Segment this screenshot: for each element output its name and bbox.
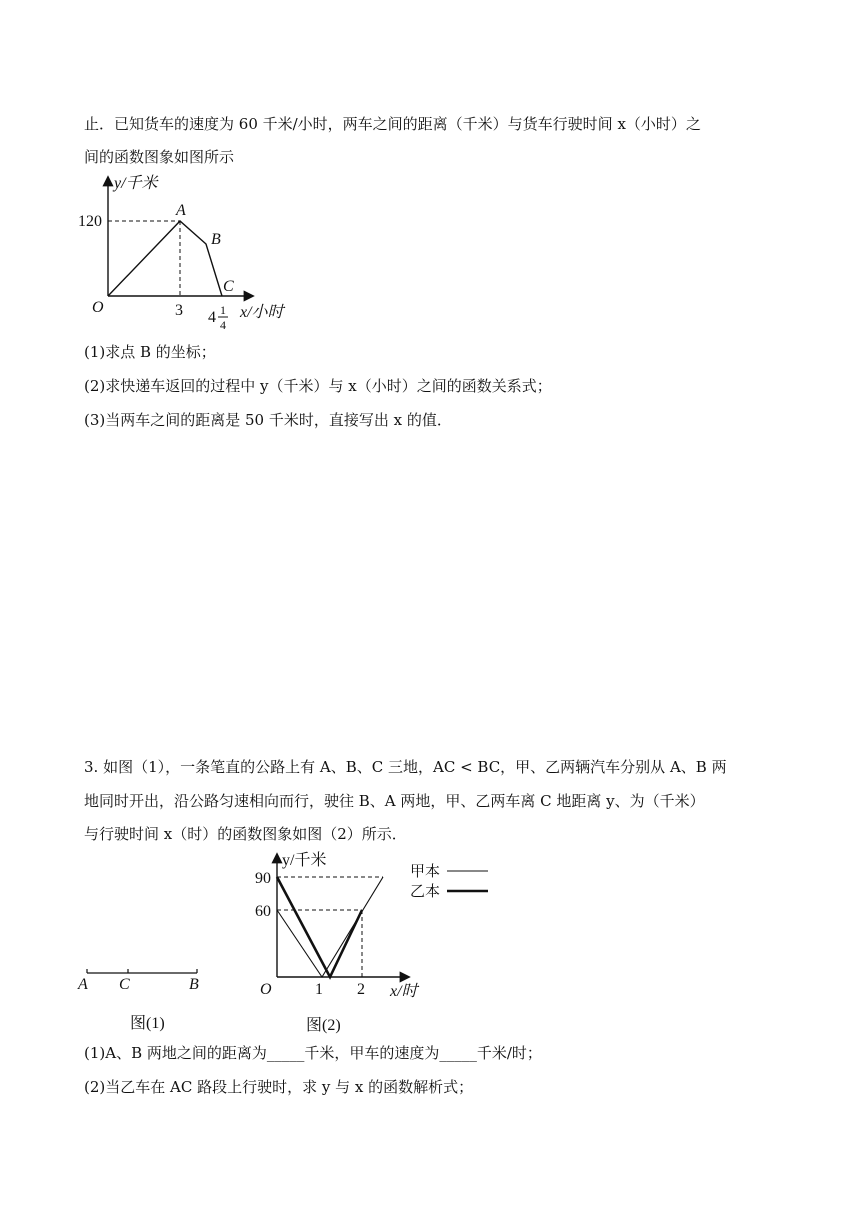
point-c-label: C: [223, 278, 234, 295]
problem2-question-3: (3)当两车之间的距离是 50 千米时，直接写出 x 的值．: [84, 411, 452, 429]
problem2-question-1: (1)求点 B 的坐标；: [84, 343, 216, 361]
road-figure: [70, 960, 220, 1040]
road-label-b: B: [189, 976, 199, 993]
road-label-a: A: [78, 976, 88, 993]
x-tick-numerator: 1: [220, 303, 226, 317]
legend-yi-label: 乙本: [410, 884, 441, 900]
problem3-question-1: (1)A、B 两地之间的距离为_____千米，甲车的速度为_____千米/时；: [84, 1044, 542, 1062]
x-tick-2: 2: [357, 981, 365, 998]
series-yi-line: [277, 877, 362, 977]
y-axis-label: y/千米: [282, 852, 327, 869]
x-axis-label: x/时: [390, 983, 418, 1000]
problem2-intro-line2: 间的函数图象如图所示: [84, 148, 235, 166]
origin-label: O: [92, 299, 104, 316]
distance-time-graph: [250, 850, 500, 1040]
problem2-question-2: (2)求快递车返回的过程中 y（千米）与 x（小时）之间的函数关系式；: [84, 377, 552, 395]
problem3-line1: 3. 如图（1），一条笔直的公路上有 A、B、C 三地，AC < BC，甲、乙两辆汽车分别从 A、B 两: [84, 758, 727, 776]
y-tick-60: 60: [255, 903, 271, 920]
problem3-line3: 与行驶时间 x（时）的函数图象如图（2）所示．: [84, 825, 407, 843]
problem3-question-2: (2)当乙车在 AC 路段上行驶时，求 y 与 x 的函数解析式；: [84, 1078, 474, 1096]
y-tick-120: 120: [78, 213, 102, 230]
point-b-label: B: [211, 231, 221, 248]
x-tick-denominator: 4: [220, 318, 226, 332]
problem2-graph: [70, 170, 310, 340]
x-axis-label: x/小时: [240, 304, 284, 321]
legend-jia-label: 甲本: [410, 864, 441, 880]
figure1-caption: 图(1): [130, 1015, 165, 1032]
problem2-intro-line1: 止．已知货车的速度为 60 千米/小时，两车之间的距离（千米）与货车行驶时间 x（小时）之: [84, 115, 701, 133]
x-tick-3: 3: [175, 302, 183, 319]
series-jia-line: [277, 877, 383, 977]
problem3-line2: 地同时开出，沿公路匀速相向而行，驶往 B、A 两地，甲、乙两车离 C 地距离 y、为（千米）: [84, 792, 705, 810]
distance-graph-line: [108, 221, 222, 296]
x-tick-1: 1: [315, 981, 323, 998]
road-label-c: C: [119, 976, 130, 993]
y-tick-90: 90: [255, 870, 271, 887]
origin-label: O: [260, 981, 272, 998]
point-a-label: A: [176, 202, 186, 219]
y-axis-label: y/千米: [114, 175, 158, 192]
figure2-caption: 图(2): [306, 1017, 341, 1034]
x-tick-whole: 4: [208, 309, 216, 326]
